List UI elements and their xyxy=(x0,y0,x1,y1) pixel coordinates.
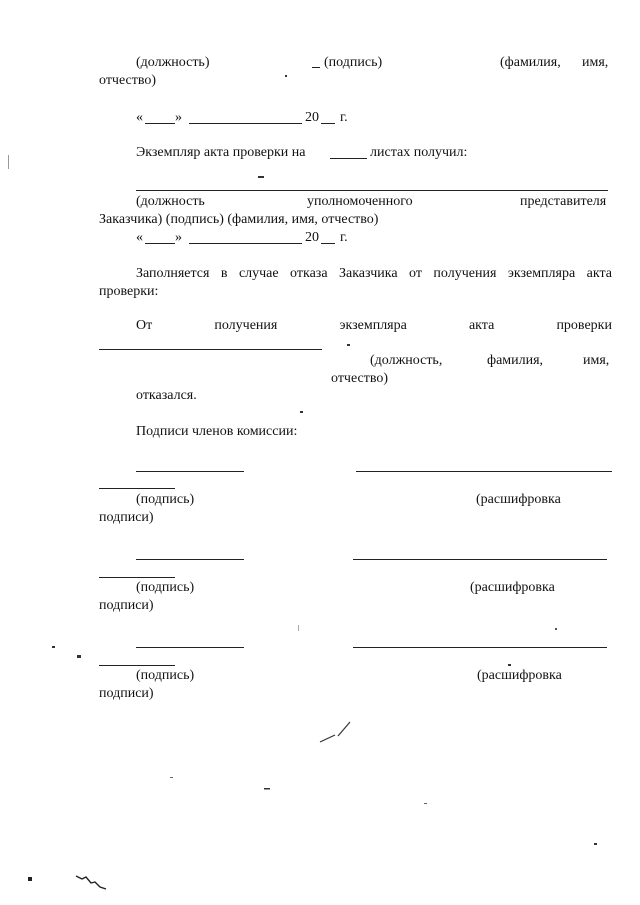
member1-extra-line xyxy=(99,488,175,489)
rep-line2: Заказчика) (подпись) (фамилия, имя, отчество) xyxy=(99,212,379,227)
member1-decode-line xyxy=(356,471,612,472)
refusal-name-label: имя, xyxy=(583,353,610,368)
member2-extra-line xyxy=(99,577,175,578)
member1-decode-label: (расшифровка xyxy=(476,492,561,507)
year-suffix: г. xyxy=(340,110,348,125)
note-word: экземпляра xyxy=(507,266,576,281)
signature-label: (подпись) xyxy=(324,55,383,70)
refusal-word: экземпляра xyxy=(339,318,407,333)
refused-text: отказался. xyxy=(136,388,197,403)
copy-received-text-after: листах получил: xyxy=(370,145,468,160)
date-close-quote: » xyxy=(175,110,182,125)
member3-signature-line xyxy=(136,647,244,648)
note-word: Заполняется xyxy=(136,266,210,281)
rep-position-label: (должность xyxy=(136,194,205,209)
copy-received-text: Экземпляр акта проверки на xyxy=(136,145,306,160)
member3-decode-line xyxy=(353,647,607,648)
rep-authorized-label: уполномоченного xyxy=(307,194,413,209)
note-word: Заказчика xyxy=(338,266,398,281)
name-label: имя, xyxy=(582,55,609,70)
commission-title: Подписи членов комиссии: xyxy=(136,424,298,439)
note-word: получения xyxy=(433,266,497,281)
refusal-note-line1 xyxy=(136,266,612,282)
note-word: случае xyxy=(238,266,279,281)
representative-signature-line xyxy=(136,190,608,191)
member1-signature-label: (подпись) xyxy=(136,492,195,507)
refusal-note-line2: проверки: xyxy=(99,284,159,299)
fullname-label: (фамилия, xyxy=(500,55,561,70)
month2-blank xyxy=(189,243,302,244)
refusal-word: От xyxy=(136,318,153,333)
member3-signature-label: (подпись) xyxy=(136,668,195,683)
day-blank xyxy=(145,123,175,124)
member2-signature-label: (подпись) xyxy=(136,580,195,595)
refusal-position-label: (должность, xyxy=(370,353,443,368)
signature-blank xyxy=(312,67,320,68)
date-open-quote: « xyxy=(136,110,143,125)
year2-blank xyxy=(321,243,335,244)
day2-blank xyxy=(145,243,175,244)
sheets-blank xyxy=(330,158,367,159)
refusal-line xyxy=(136,318,612,334)
month-blank xyxy=(189,123,302,124)
member3-decode-label-2: подписи) xyxy=(99,686,154,701)
member2-decode-label-2: подписи) xyxy=(99,598,154,613)
refusal-word: акта xyxy=(468,318,495,333)
year-blank xyxy=(321,123,335,124)
position-label: (должность) xyxy=(136,55,210,70)
refusal-patronymic: отчество) xyxy=(331,371,389,386)
member2-decode-line xyxy=(353,559,607,560)
note-word: от xyxy=(409,266,422,281)
year2-prefix: 20 xyxy=(305,230,319,245)
year-prefix: 20 xyxy=(305,110,319,125)
date2-open-quote: « xyxy=(136,230,143,245)
refusal-word: проверки xyxy=(556,318,612,333)
refusal-word: получения xyxy=(214,318,278,333)
member1-decode-label-2: подписи) xyxy=(99,510,154,525)
refusal-name-line xyxy=(99,349,322,350)
refusal-fullname-label: фамилия, xyxy=(487,353,544,368)
member2-decode-label: (расшифровка xyxy=(470,580,555,595)
year2-suffix: г. xyxy=(340,230,348,245)
patronymic-label: отчество) xyxy=(99,73,157,88)
member3-extra-line xyxy=(99,665,175,666)
note-word: в xyxy=(220,266,228,281)
member2-signature-line xyxy=(136,559,244,560)
member3-decode-label: (расшифровка xyxy=(477,668,562,683)
note-word: отказа xyxy=(290,266,328,281)
note-word: акта xyxy=(586,266,612,281)
rep-representative-label: представителя xyxy=(520,194,607,209)
date2-close-quote: » xyxy=(175,230,182,245)
member1-signature-line xyxy=(136,471,244,472)
